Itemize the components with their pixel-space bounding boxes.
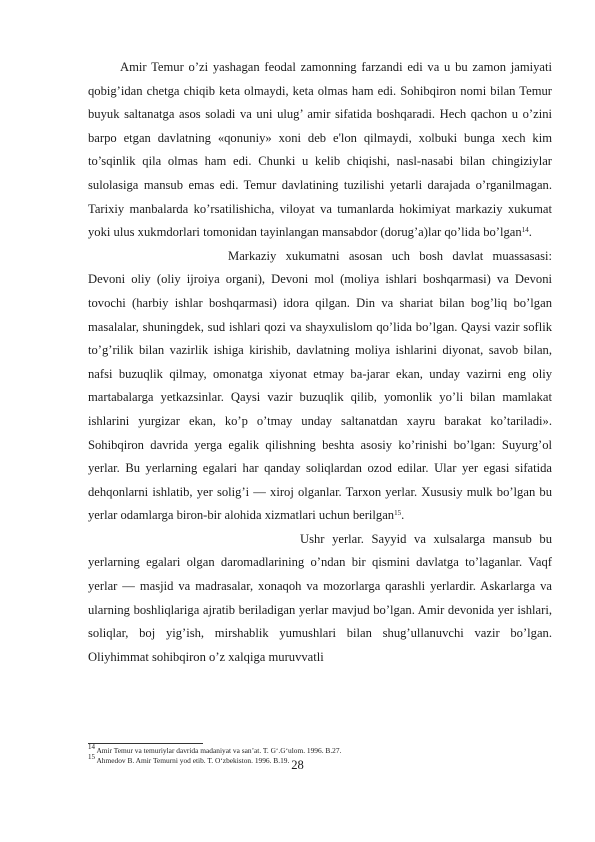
footnote-text: Ahmedov B. Amir Temurni yod etib. T. O‘zbekiston. 1996. B.19. <box>96 755 290 765</box>
body-text <box>88 56 552 669</box>
footnote-ref-15: 15 <box>394 509 402 518</box>
footnote-number: 14 <box>88 743 95 751</box>
footnote-ref-14: 14 <box>521 226 529 235</box>
paragraph-1-end: . <box>528 225 532 240</box>
page-number: 28 <box>291 758 304 772</box>
paragraph-2 <box>88 245 552 528</box>
footnote-text: Amir Temur va temuriylar davrida madaniyat va san’at. T. G‘.G‘ulom. 1996. B.27. <box>96 746 342 755</box>
footnote-number: 15 <box>88 752 95 761</box>
paragraph-1 <box>88 56 552 245</box>
footnote-separator <box>88 743 203 744</box>
paragraph-2-end: . <box>401 508 405 523</box>
footnote-14 <box>88 743 552 756</box>
paragraph-3-text: Ushr yerlar. Sayyid va xulsalarga mansub bu yerlarning egalari olgan daromadlarining o’ndan bir qismini davlatga to’laganlar. Vaqf yerlar — masjid va madrasalar, xonaqoh va mozorlarga qarashli yerlardir. Askarlarga va ularning boshliqlariga ajratib beriladigan yerlar mavjud bo’lgan. Amir devonida yer ishlari, soliqlar, boj yig’ish, mirshablik yumushlari bilan shug’ullanuvchi vazir bo’lgan. Oliyhimmat sohibqiron o’z xalqiga muruvvatli <box>88 531 552 664</box>
paragraph-1-text: Amir Temur o’zi yashagan feodal zamonning farzandi edi va u bu zamon jamiyati qobig’idan chetga chiqib keta olmaydi, keta olmas ham edi. Sohibqiron nomi bilan Temur buyuk saltanatga asos soladi va uni ulug’ amir sifatida boshqaradi. Hech qachon u o’zini barpo etgan davlatning «qonuniy» xoni deb e'lon qilmaydi, xolbuki bunga xech kim to’sqinlik qila olmas ham edi. Chunki u kelib chiqishi, nasl-nasabi bilan chingiziylar sulolasiga mansub emas edi. Temur davlatining tuzilishi yetarli darajada o’rganilmagan. Tarixiy manbalarda ko’rsatilishicha, viloyat va tumanlarda hokimiyat markaziy xukumat yoki ulus xukmdorlari tomonidan tayinlangan mansabdor (dorug’a)lar qo’lida bo’lgan <box>88 60 552 240</box>
paragraph-3 <box>88 528 552 670</box>
paragraph-2-text: Markaziy xukumatni asosan uch bosh davlat muassasasi: Devoni oliy (oliy ijroiya organi), Devoni mol (moliya ishlari boshqarmasi) va Devoni tovochi (harbiy ishlar boshqarmasi) idora qilgan. Din va shariat bilan bog’liq bo’lgan masalalar, shuningdek, sud ishlari qozi va shayxulislom qo’lida bo’lgan. Qaysi vazir soflik to’g’rilik bilan vazirlik ishiga kirishib, davlatning moliya ishlarini diyonat, savob bilan, nafsi buzuqlik qilmay, omonatga xiyonat etmay ba-jarar ekan, unday vazirni eng oliy martabalarga yetkazsinlar. Qaysi vazir buzuqlik qilib, yomonlik yo’li bilan mamlakat ishlarini yurgizar ekan, ko’p o’tmay unday saltanatdan xayru barakat ko’tariladi». Sohibqiron davrida yerga egalik qilishning beshta asosiy ko’rinishi bo’lgan: Suyurg’ol yerlar. Bu yerlarning egalari har qanday soliqlardan ozod edilar. Ular yer egasi sifatida dehqonlarni ishlatib, yer solig’i — xiroj olganlar. Tarxon yerlar. Xususiy mulk bo’lgan bu yerlar odamlarga biron-bir alohida xizmatlari uchun berilgan <box>88 248 552 523</box>
